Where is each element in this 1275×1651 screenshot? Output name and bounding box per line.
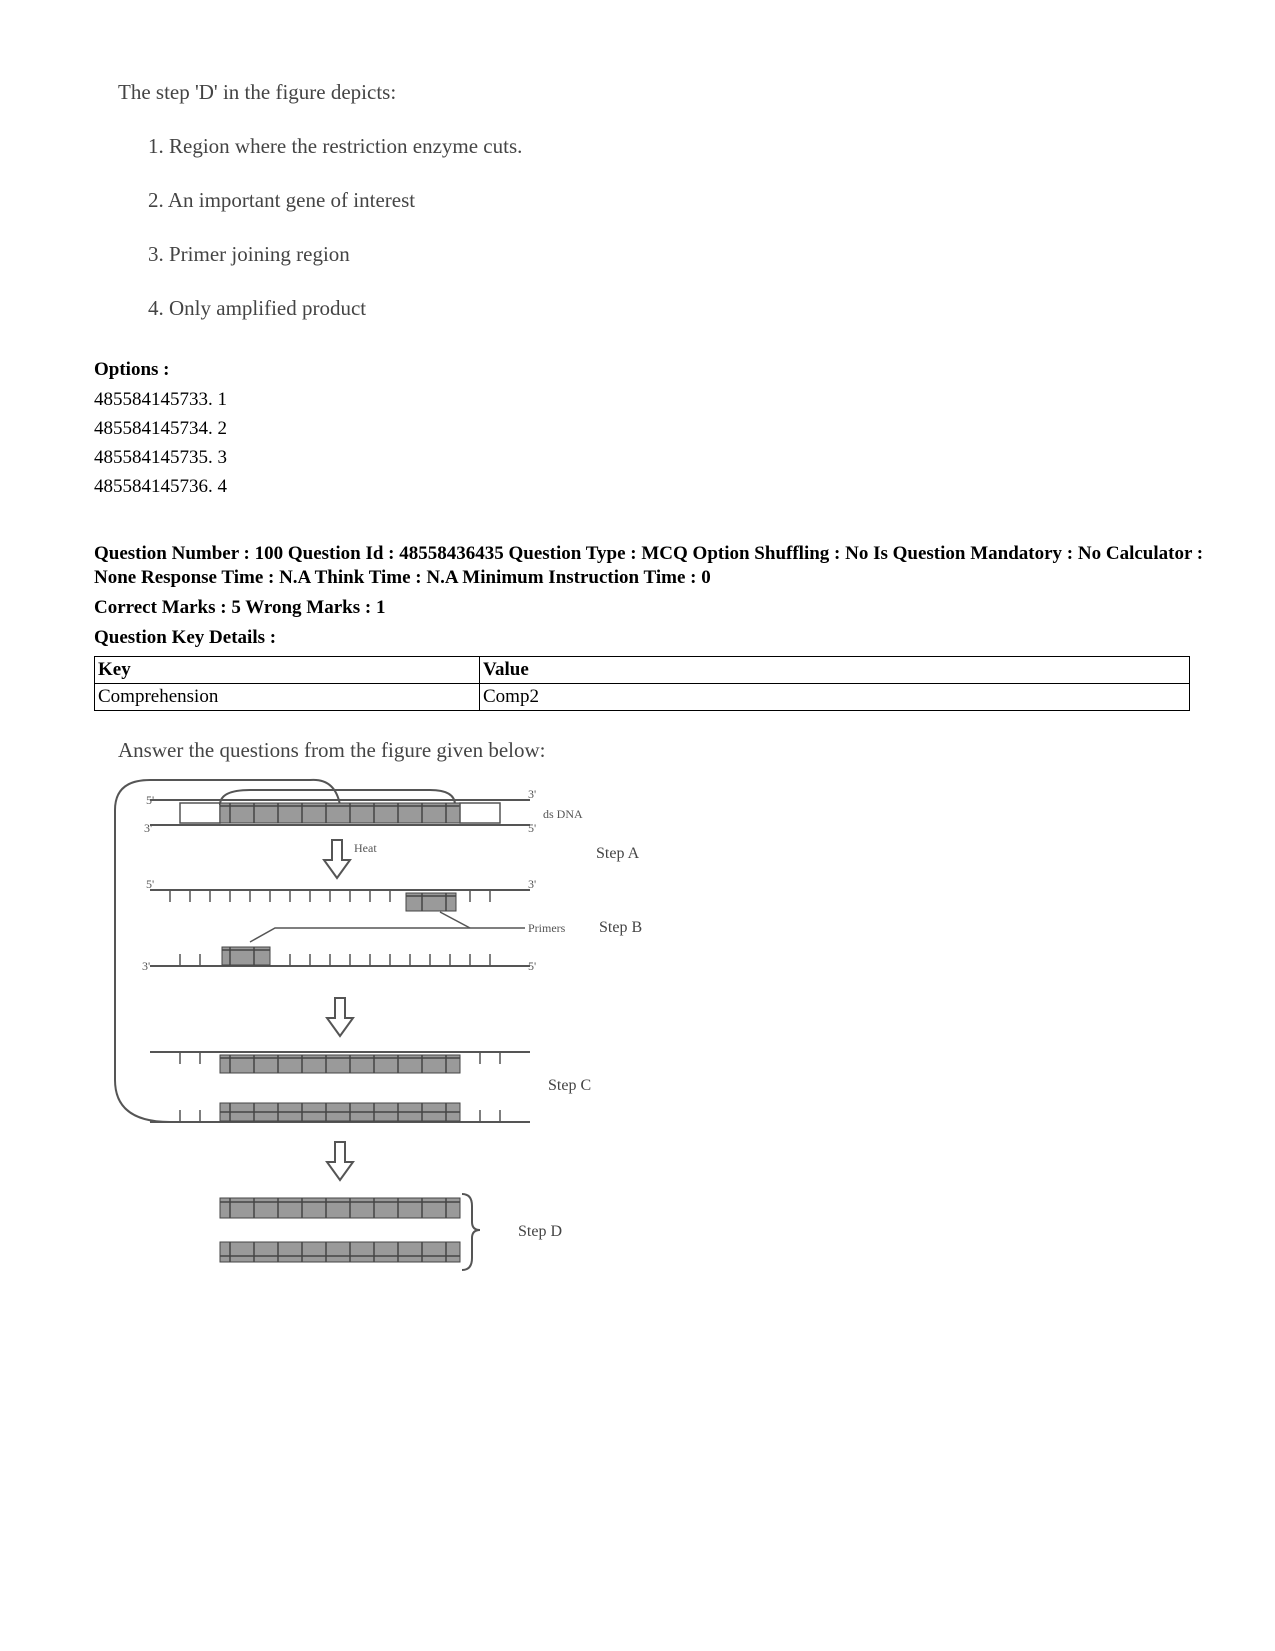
down-arrow-3 [327,1142,353,1180]
figure-caption: Answer the questions from the figure given below: [118,738,546,762]
step-c-bottom [150,1103,530,1122]
table-cell-value: Comp2 [480,684,1190,711]
heat-label: Heat [354,841,377,855]
table-header-key: Key [95,657,480,684]
table-cell-key: Comprehension [95,684,480,711]
step-b-label: Step B [599,919,643,936]
pcr-figure [110,770,670,1290]
option-item-4: 485584145736. 4 [94,476,227,497]
step-c-label: Step C [548,1077,592,1094]
question-choice-2: 2. An important gene of interest [148,188,416,212]
question-choice-1: 1. Region where the restriction enzyme cuts. [148,134,523,158]
table-header-row [95,657,1190,684]
table-row [95,684,1190,711]
key-details-table [94,656,1190,711]
question-image-prompt: The step 'D' in the figure depicts: [118,80,397,104]
product-1 [220,1198,460,1218]
step-d-brace [462,1194,480,1270]
strand-top-3prime: 3' [528,877,537,891]
strand-top [146,877,536,911]
step-d-label: Step D [518,1223,562,1240]
key-details-heading: Question Key Details : [94,627,277,648]
option-item-2: 485584145734. 2 [94,418,227,439]
down-arrow-2 [327,998,353,1036]
strand-bottom-3prime: 3' [142,959,151,973]
step-c-top [150,1052,530,1073]
option-item-3: 485584145735. 3 [94,447,227,468]
primers-label: Primers [528,921,566,935]
strand-top-5prime: 5' [146,877,155,891]
ds-dna-label: ds DNA [543,807,583,821]
ds-dna [144,787,583,835]
primers-pointer [250,928,525,942]
question-marks: Correct Marks : 5 Wrong Marks : 1 [94,597,386,618]
options-heading: Options : [94,359,170,380]
question-choice-3: 3. Primer joining region [148,242,350,266]
question-choice-4: 4. Only amplified product [148,296,367,320]
down-arrow-1 [324,840,350,878]
product-2 [220,1242,460,1262]
strand-bottom [142,947,536,973]
primers-pointer-2 [440,912,470,928]
strand-bottom-5prime: 5' [528,959,537,973]
table-header-value: Value [480,657,1190,684]
ds-3prime-label: 3' [144,821,153,835]
step-a-label: Step A [596,845,640,862]
option-item-1: 485584145733. 1 [94,389,227,410]
ds-3prime-label-right: 3' [528,787,537,801]
ds-5prime-label: 5' [146,793,155,807]
question-meta: Question Number : 100 Question Id : 48558436435 Question Type : MCQ Option Shuffling : No Is Question Mandatory : No Calculator : None Response Time : N.A Think Time : N.A Minimum Instruction Time : 0 [94,543,1204,588]
ds-5prime-label-right: 5' [528,821,537,835]
